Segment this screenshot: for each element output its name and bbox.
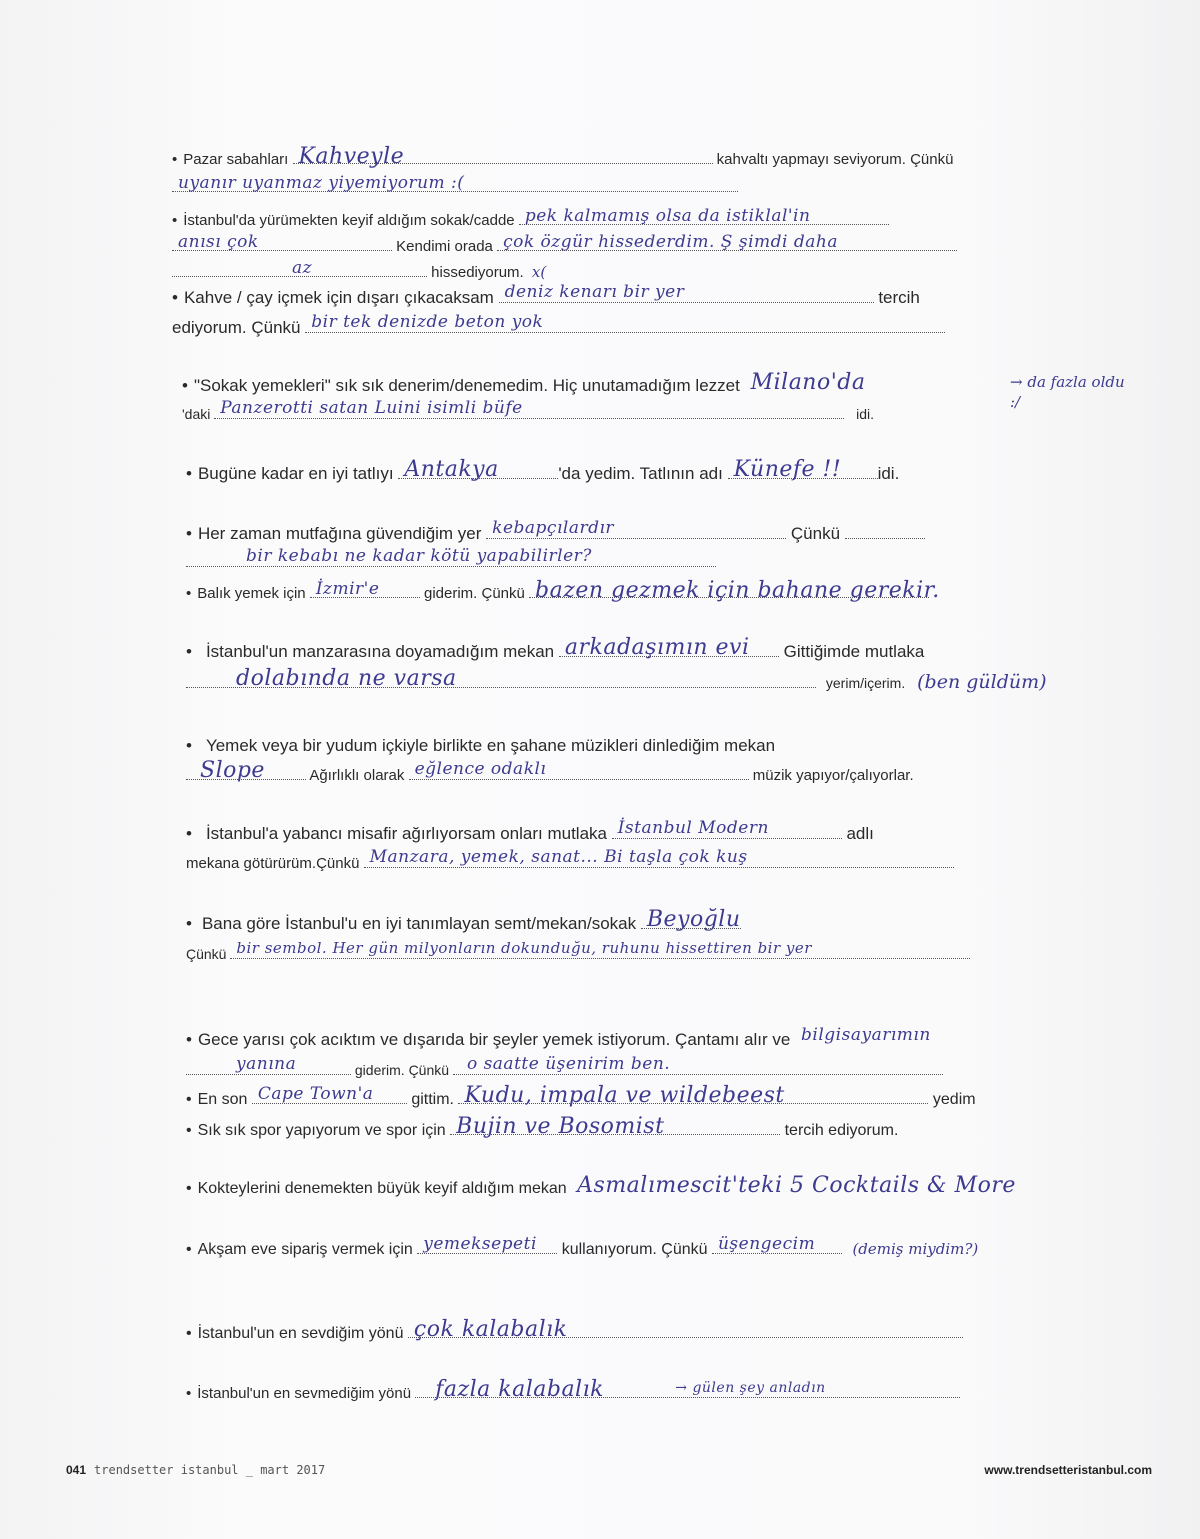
prompt: Çünkü	[186, 946, 227, 962]
answer-field[interactable]	[795, 1025, 935, 1045]
handwritten-answer: Beyoğlu	[646, 907, 741, 932]
prompt: Bugüne kadar en iyi tatlıyı	[197, 464, 394, 483]
prompt: tercih	[878, 288, 920, 307]
answer-field[interactable]	[499, 282, 874, 303]
prompt: idi.	[877, 464, 900, 483]
prompt: Balık yemek için	[197, 585, 306, 602]
question-11: • Bana göre İstanbul'u en iyi tanımlayan semt/mekan/sokak Beyoğlu Çünkü bir sembol. Her gün milyonların dokunduğu, ruhunu hissettiren bir yer	[186, 912, 970, 966]
prompt: tercih ediyorum.	[784, 1122, 899, 1139]
handwritten-answer: eğlence odaklı	[414, 759, 547, 779]
handwritten-answer: bilgisayarımın	[801, 1025, 931, 1045]
handwritten-answer: çok kalabalık	[413, 1317, 568, 1342]
prompt: Pazar sabahları	[183, 151, 289, 168]
answer-field[interactable]	[641, 907, 741, 932]
question-18: • İstanbul'un en sevmediğim yönü fazla kalabalık → gülen şey anladın	[186, 1382, 960, 1405]
handwritten-note: (ben güldüm)	[917, 671, 1047, 693]
question-6: • Her zaman mutfağına güvendiğim yer kebapçılardır Çünkü bir kebabı ne kadar kötü yapabilirler?	[186, 522, 925, 574]
prompt: İstanbul'un en sevmediğim yönü	[197, 1385, 412, 1402]
answer-field[interactable]	[712, 1234, 842, 1254]
prompt: kahvaltı yapmayı seviyorum. Çünkü	[716, 151, 954, 168]
handwritten-answer: Slope	[200, 758, 265, 783]
handwritten-note: → da fazla oldu :/	[1010, 373, 1125, 411]
handwritten-answer: pek kalmamış olsa da istiklal'in	[524, 206, 811, 226]
answer-field[interactable]	[612, 818, 842, 839]
handwritten-answer: üşengecim	[717, 1234, 816, 1254]
handwritten-answer: fazla kalabalık	[435, 1377, 604, 1402]
handwritten-answer: dolabında ne varsa	[236, 666, 457, 691]
prompt: İstanbul'a yabancı misafir ağırlıyorsam onları mutlaka	[205, 824, 607, 843]
prompt: gittim.	[411, 1091, 454, 1108]
handwritten-answer: yanına	[236, 1054, 297, 1074]
handwritten-answer: Bujin ve Bosomist	[456, 1114, 665, 1139]
prompt: ediyorum. Çünkü	[172, 318, 301, 337]
question-7: • Balık yemek için İzmir'e giderim. Çünkü bazen gezmek için bahane gerekir.	[186, 578, 940, 603]
handwritten-answer: bir sembol. Her gün milyonların dokunduğu, ruhunu hissettiren bir yer	[236, 939, 812, 957]
handwritten-answer: Asmalımescit'teki 5 Cocktails & More	[577, 1173, 1016, 1198]
prompt: 'da yedim. Tatlının adı	[558, 464, 723, 483]
prompt: Yemek veya bir yudum içkiyle birlikte en şahane müzikleri dinlediğim mekan	[205, 736, 776, 755]
question-15: • Kokteylerini denemekten büyük keyif aldığım mekan Asmalımescit'teki 5 Cocktails & More	[186, 1173, 1016, 1198]
prompt: Kendimi orada	[396, 238, 493, 255]
prompt: mekana götürürüm.Çünkü	[186, 855, 360, 872]
prompt: En son	[197, 1091, 248, 1108]
handwritten-answer: Künefe !!	[733, 457, 842, 482]
prompt: "Sokak yemekleri" sık sık denerim/denemedim. Hiç unutamadığım lezzet	[193, 376, 740, 395]
answer-field[interactable]	[305, 312, 945, 333]
answer-field[interactable]	[214, 398, 844, 419]
handwritten-answer: Kudu, impala ve wildebeest	[464, 1083, 785, 1108]
question-10: • İstanbul'a yabancı misafir ağırlıyorsam onları mutlaka İstanbul Modern adlı mekana götürürüm.Çünkü Manzara, yemek, sanat... Bi taşla çok kuş	[186, 822, 954, 876]
prompt: Çünkü	[790, 524, 841, 543]
answer-field[interactable]	[486, 518, 786, 539]
answer-field[interactable]	[408, 1317, 963, 1342]
handwritten-answer: İzmir'e	[315, 579, 380, 599]
answer-field[interactable]	[186, 1054, 351, 1075]
prompt: Gece yarısı çok acıktım ve dışarıda bir şeyler yemek istiyorum. Çantamı alır ve	[197, 1030, 791, 1049]
handwritten-answer: bazen gezmek için bahane gerekir.	[535, 578, 940, 603]
handwritten-answer: Antakya	[404, 457, 499, 482]
answer-field[interactable]	[186, 666, 816, 691]
handwritten-answer: o saatte üşenirim ben.	[466, 1054, 671, 1074]
answer-field[interactable]	[364, 847, 954, 868]
prompt: İstanbul'da yürümekten keyif aldığım sokak/cadde	[183, 212, 515, 229]
prompt: giderim. Çünkü	[423, 585, 525, 602]
handwritten-note: → gülen şey anladın	[675, 1380, 826, 1396]
question-4: • "Sokak yemekleri" sık sık denerim/denemedim. Hiç unutamadığım lezzet Milano'da 'daki Panzerotti satan Luini isimli büfe idi.	[182, 370, 875, 422]
answer-field[interactable]	[230, 939, 970, 959]
question-16: • Akşam eve sipariş vermek için yemeksepeti kullanıyorum. Çünkü üşengecim (demiş miydim?)	[186, 1234, 979, 1258]
question-2: • İstanbul'da yürümekten keyif aldığım sokak/cadde pek kalmamış olsa da istiklal'in anısı çok Kendimi orada çok özgür hissederdim. Ş şimdi daha az hissediyorum. x(	[172, 209, 957, 283]
prompt: Gittiğimde mutlaka	[783, 642, 925, 661]
answer-field[interactable]	[450, 1114, 780, 1139]
prompt: İstanbul'un en sevdiğim yönü	[197, 1325, 404, 1342]
answer-field[interactable]	[559, 635, 779, 660]
prompt: kullanıyorum. Çünkü	[561, 1241, 708, 1258]
answer-field[interactable]	[453, 1054, 943, 1075]
footer-url[interactable]: www.trendsetteristanbul.com	[984, 1463, 1152, 1477]
handwritten-note: x(	[531, 263, 547, 281]
handwritten-answer: kebapçılardır	[492, 518, 615, 538]
prompt: Kokteylerini denemekten büyük keyif aldığım mekan	[197, 1180, 567, 1197]
handwritten-answer: Cape Town'a	[257, 1084, 374, 1104]
handwritten-answer: deniz kenarı bir yer	[504, 282, 685, 302]
answer-field[interactable]	[186, 758, 306, 783]
handwritten-answer: Kahveyle	[298, 144, 405, 169]
answer-field[interactable]	[497, 232, 957, 252]
question-17: • İstanbul'un en sevdiğim yönü çok kalabalık	[186, 1322, 963, 1345]
prompt: İstanbul'un manzarasına doyamadığım mekan	[205, 642, 555, 661]
prompt: 'daki	[182, 406, 211, 422]
prompt: adlı	[846, 824, 874, 843]
answer-field[interactable]	[519, 206, 889, 226]
question-9: • Yemek veya bir yudum içkiyle birlikte en şahane müzikleri dinlediğim mekan Slope Ağırlıklı olarak eğlence odaklı müzik yapıyor/çalıyorlar.	[186, 736, 914, 784]
answer-field[interactable]	[728, 457, 878, 482]
prompt: müzik yapıyor/çalıyorlar.	[752, 767, 914, 784]
answer-field[interactable]	[417, 1234, 557, 1254]
answer-field[interactable]	[172, 258, 427, 278]
question-8: • İstanbul'un manzarasına doyamadığım mekan arkadaşımın evi Gittiğimde mutlaka dolabında ne varsa yerim/içerim. (ben güldüm)	[186, 635, 1047, 693]
handwritten-note: (demiş miydim?)	[852, 1240, 979, 1258]
question-3: • Kahve / çay içmek için dışarı çıkacaksam deniz kenarı bir yer tercih ediyorum. Çünkü bir tek denizde beton yok	[172, 286, 945, 340]
handwritten-answer: İstanbul Modern	[617, 818, 769, 838]
question-14: • Sık sık spor yapıyorum ve spor için Bujin ve Bosomist tercih ediyorum.	[186, 1114, 899, 1139]
handwritten-answer: bir tek denizde beton yok	[311, 312, 544, 332]
answer-field[interactable]	[745, 370, 866, 395]
question-13: • En son Cape Town'a gittim. Kudu, impala ve wildebeest yedim	[186, 1083, 976, 1108]
prompt: Kahve / çay içmek için dışarı çıkacaksam	[183, 288, 494, 307]
answer-field[interactable]	[252, 1084, 407, 1104]
prompt: Sık sık spor yapıyorum ve spor için	[197, 1122, 446, 1139]
footer-left	[66, 1463, 325, 1477]
answer-field[interactable]	[172, 173, 738, 193]
answer-field[interactable]	[293, 144, 713, 169]
handwritten-answer: uyanır uyanmaz yiyemiyorum :(	[178, 173, 465, 193]
handwritten-answer: az	[292, 258, 313, 278]
handwritten-answer: yemeksepeti	[423, 1234, 537, 1254]
prompt: Akşam eve sipariş vermek için	[197, 1241, 413, 1258]
handwritten-answer: çok özgür hissederdim. Ş şimdi daha	[503, 232, 838, 252]
page-number: 041	[66, 1463, 87, 1477]
prompt: idi.	[856, 406, 875, 422]
handwritten-answer: arkadaşımın evi	[564, 635, 750, 660]
magazine-issue: trendsetter istanbul _ mart 2017	[94, 1463, 326, 1477]
prompt: Ağırlıklı olarak	[309, 767, 405, 784]
prompt: giderim. Çünkü	[354, 1062, 450, 1078]
question-5: • Bugüne kadar en iyi tatlıyı Antakya 'da yedim. Tatlının adı Künefe !! idi.	[186, 457, 900, 483]
answer-field[interactable]	[409, 759, 749, 780]
answer-field[interactable]	[186, 546, 716, 567]
handwritten-answer: Panzerotti satan Luini isimli büfe	[220, 398, 523, 418]
question-1: • Pazar sabahları Kahveyle kahvaltı yapmayı seviyorum. Çünkü uyanır uyanmaz yiyemiyorum :(	[172, 144, 954, 193]
question-12: • Gece yarısı çok acıktım ve dışarıda bir şeyler yemek istiyorum. Çantamı alır ve bilgisayarımın yanına giderim. Çünkü o saatte üşenirim ben.	[186, 1028, 943, 1082]
handwritten-answer: anısı çok	[178, 232, 259, 252]
prompt: yerim/içerim.	[825, 675, 906, 691]
answer-field[interactable]	[310, 579, 420, 599]
answer-field[interactable]	[398, 457, 558, 482]
prompt: yedim	[932, 1091, 976, 1108]
handwritten-answer: Manzara, yemek, sanat... Bi taşla çok kuş	[369, 847, 748, 867]
prompt: Bana göre İstanbul'u en iyi tanımlayan semt/mekan/sokak	[201, 914, 637, 933]
handwritten-answer: Milano'da	[750, 370, 866, 395]
handwritten-answer: bir kebabı ne kadar kötü yapabilirler?	[246, 546, 592, 566]
answer-field[interactable]	[845, 523, 925, 539]
answer-field[interactable]	[172, 232, 392, 252]
prompt: hissediyorum.	[431, 264, 524, 281]
prompt: Her zaman mutfağına güvendiğim yer	[197, 524, 482, 543]
